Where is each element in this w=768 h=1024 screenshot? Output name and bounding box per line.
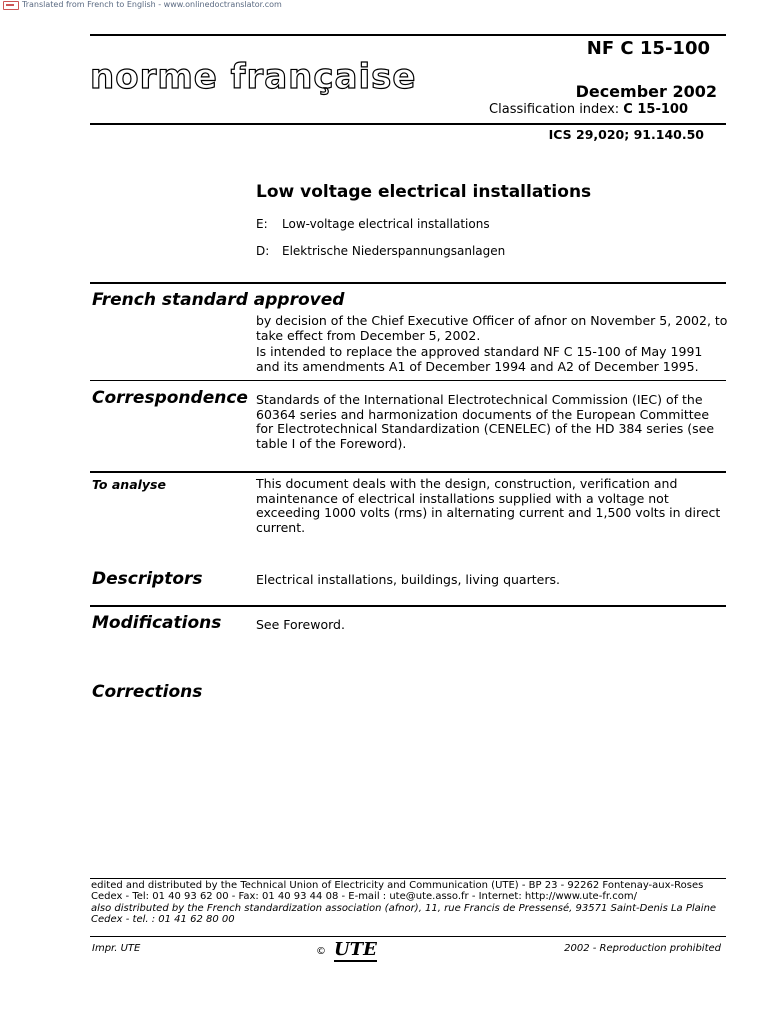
section-rule (90, 605, 726, 607)
copyright-symbol: © (316, 946, 326, 957)
footer-bottom-rule (90, 936, 726, 937)
modifications-text: See Foreword. (256, 617, 345, 632)
section-rule (90, 471, 726, 473)
correspondence-text: Standards of the International Electrotechnical Commission (IEC) of the 60364 series and harmonization documents of the European Committee for Electrotechnical Standardization (CENELEC) of the HD 384 series (see table I of the Foreword). (256, 392, 715, 451)
section-heading-corrections: Corrections (92, 682, 203, 702)
publication-date: December 2002 (575, 82, 717, 101)
section-heading-approved: French standard approved (92, 290, 345, 310)
footer-edited-by: edited and distributed by the Technical Union of Electricity and Communication (UTE) - BP 23 - 92262 Fontenay-aux-Roses Cedex - Tel: 01 40 93 62 00 - Fax: 01 40 93 44 08 - E-mail : ute@ute.asso.fr - Internet: http://www.ute-fr.com/ (91, 880, 704, 903)
translator-logo-icon (3, 1, 19, 10)
approved-text-1: by decision of the Chief Executive Officer of afnor on November 5, 2002, to take effect from December 5, 2002. (256, 313, 728, 343)
translation-text: Elektrische Niederspannungsanlagen (282, 244, 506, 258)
translation-code: D: (256, 244, 270, 258)
section-heading-analyse: To analyse (92, 477, 166, 492)
section-heading-correspondence: Correspondence (92, 388, 248, 408)
classification-index (489, 102, 688, 117)
document-title: Low voltage electrical installations (256, 182, 592, 202)
classification-value: C 15-100 (623, 102, 688, 117)
classification-label: Classification index: (489, 102, 620, 117)
header-bottom-rule (90, 123, 726, 125)
section-rule (90, 282, 726, 284)
header-top-rule (90, 34, 726, 36)
footer-reproduction-notice: 2002 - Reproduction prohibited (564, 943, 721, 954)
section-heading-modifications: Modifications (92, 613, 222, 633)
translation-german (256, 244, 505, 258)
analyse-text: This document deals with the design, construction, verification and maintenance of electrical installations supplied with a voltage not exceeding 1000 volts (rms) in alternating current and 1,500 volts in direct current. (256, 476, 721, 535)
ute-logo-text: UTE (334, 939, 377, 960)
norme-francaise-logo: norme française (90, 57, 417, 97)
translator-banner (0, 0, 282, 10)
translator-banner-text: Translated from French to English - www.onlinedoctranslator.com (22, 0, 282, 9)
translation-english (256, 217, 490, 231)
section-rule (90, 380, 726, 381)
footer-top-rule (90, 878, 726, 879)
approved-text-2: Is intended to replace the approved standard NF C 15-100 of May 1991 and its amendments A1 of December 1994 and A2 of December 1995. (256, 344, 703, 374)
footer-printer: Impr. UTE (92, 943, 141, 954)
descriptors-text: Electrical installations, buildings, living quarters. (256, 572, 560, 587)
section-heading-descriptors: Descriptors (92, 569, 203, 589)
footer-also-distributed: also distributed by the French standardization association (afnor), 11, rue Francis de Pressensé, 93571 Saint-Denis La Plaine Cedex - tel. : 01 41 62 80 00 (91, 903, 717, 926)
standard-number: NF C 15-100 (586, 38, 710, 59)
translation-code: E: (256, 217, 268, 231)
ute-logo (334, 939, 377, 960)
translation-text: Low-voltage electrical installations (282, 217, 490, 231)
ics-codes: ICS 29,020; 91.140.50 (548, 127, 704, 142)
